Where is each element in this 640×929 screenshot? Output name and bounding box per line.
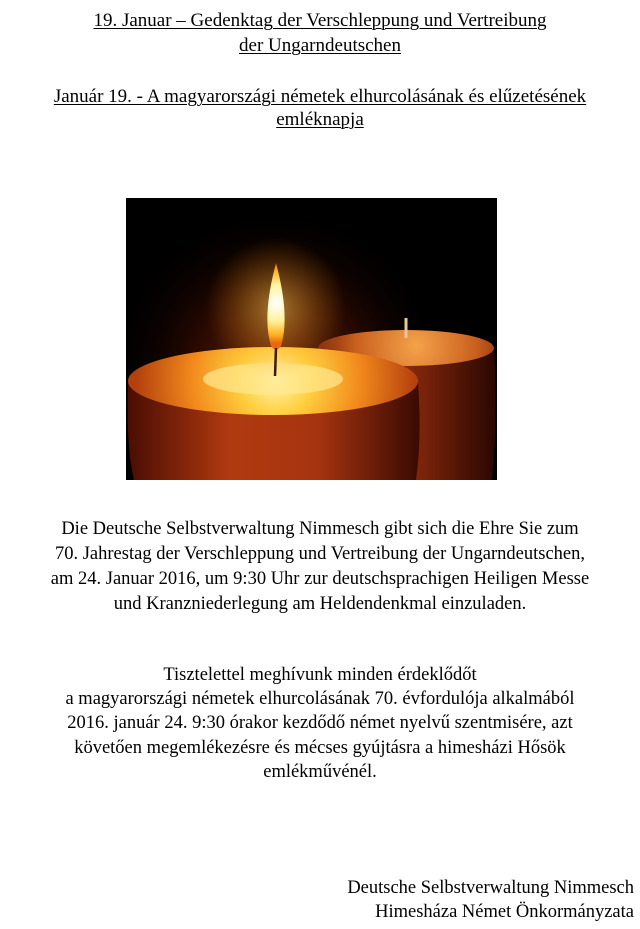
german-paragraph-line: am 24. Januar 2016, um 9:30 Uhr zur deutschsprachigen Heiligen Messe	[50, 569, 590, 589]
hungarian-paragraph-line: emlékművénél.	[263, 762, 377, 782]
german-paragraph-line: 70. Jahrestag der Verschleppung und Vertreibung der Ungarndeutschen,	[54, 544, 585, 564]
title-hungarian-line1: Január 19. - A magyarországi németek elhurcolásának és elűzetésének	[53, 86, 587, 107]
title-german-line2: der Ungarndeutschen	[239, 35, 401, 56]
german-paragraph-line: Die Deutsche Selbstverwaltung Nimmesch gibt sich die Ehre Sie zum	[61, 519, 579, 539]
hungarian-paragraph-line: a magyarországi németek elhurcolásának 70. évfordulója alkalmából	[65, 689, 575, 709]
hungarian-paragraph-line: 2016. január 24. 9:30 órakor kezdődő német nyelvű szentmisére, azt	[67, 713, 573, 733]
signature-german: Deutsche Selbstverwaltung Nimmesch	[347, 878, 634, 898]
signature-hungarian: Himesháza Német Önkormányzata	[375, 902, 634, 922]
german-paragraph-line: und Kranzniederlegung am Heldendenkmal einzuladen.	[113, 594, 527, 614]
hungarian-paragraph-line: Tisztelettel meghívunk minden érdeklődőt	[163, 665, 477, 685]
title-german-line1: 19. Januar – Gedenktag der Verschleppung und Vertreibung	[93, 10, 547, 31]
hungarian-paragraph-line: követően megemlékezésre és mécses gyújtásra a himesházi Hősök	[74, 738, 566, 758]
title-hungarian-line2: emléknapja	[276, 109, 364, 130]
candle-illustration	[126, 198, 497, 480]
candle-photo	[126, 198, 497, 480]
